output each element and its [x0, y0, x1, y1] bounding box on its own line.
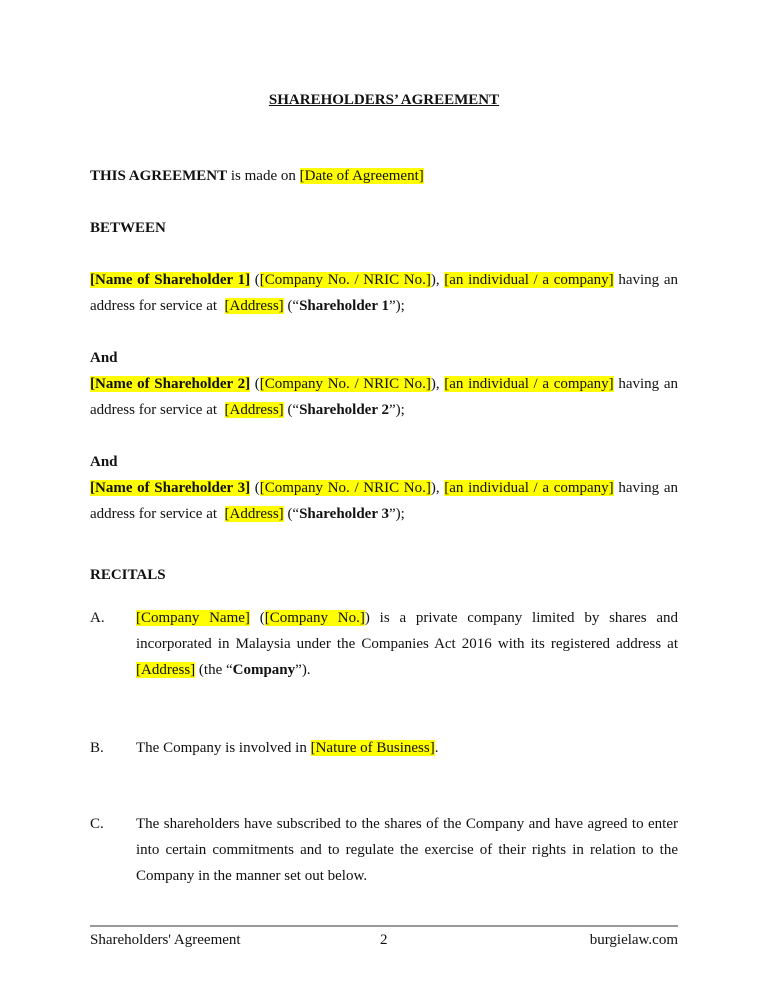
party-1-name: [Name of Shareholder 1]	[90, 272, 251, 288]
open-quote: (“	[283, 506, 300, 522]
paren-close: ),	[430, 376, 445, 392]
recital-c-line-1: The shareholders have subscribed to the shares of the Company and have agreed to enter	[136, 816, 678, 832]
party-3-address: [Address]	[224, 506, 284, 522]
recital-a-line-2: incorporated in Malaysia under the Companies Act 2016 with its registered address at	[136, 636, 678, 652]
close-quote: ”).	[295, 662, 311, 678]
intro-bold: THIS AGREEMENT	[90, 168, 228, 184]
address-prefix: address for service at	[90, 402, 225, 418]
party-2-line-1	[90, 376, 678, 393]
company-name-placeholder: [Company Name]	[136, 610, 250, 626]
party-2-id: [Company No. / NRIC No.]	[259, 376, 431, 392]
party-3-type: [an individual / a company]	[444, 480, 614, 496]
close-quote: ”);	[388, 402, 405, 418]
recital-c-line-2: into certain commitments and to regulate the exercise of their rights in relation to the	[136, 842, 678, 858]
party-3-defined-term: Shareholder 3	[299, 506, 389, 522]
paren: (	[250, 376, 260, 392]
recital-b-label: B.	[90, 740, 104, 756]
open-quote: (“	[283, 298, 300, 314]
party-2-name: [Name of Shareholder 2]	[90, 376, 251, 392]
open-quote: (“	[283, 402, 300, 418]
footer-divider	[90, 925, 678, 927]
party-2-line-2	[90, 402, 678, 419]
date-placeholder: [Date of Agreement]	[299, 168, 424, 184]
paren: (	[250, 272, 260, 288]
party-2-type: [an individual / a company]	[444, 376, 614, 392]
intro-text: is made on	[227, 168, 300, 184]
recital-a-text: ) is a private company limited by shares and	[364, 610, 679, 626]
having-text: having an	[613, 480, 678, 496]
paren-close: ),	[430, 480, 445, 496]
party-1-line-2	[90, 298, 678, 315]
and-label-2: And	[90, 454, 118, 470]
paren-close: ),	[430, 272, 445, 288]
recital-c-label: C.	[90, 816, 104, 832]
party-2-address: [Address]	[224, 402, 284, 418]
recital-b-line	[136, 740, 678, 757]
recital-a-label: A.	[90, 610, 105, 626]
between-heading: BETWEEN	[90, 220, 166, 236]
paren: (	[250, 480, 260, 496]
document-title: SHAREHOLDERS’ AGREEMENT	[268, 92, 500, 108]
footer-page-number: 2	[380, 932, 388, 948]
party-3-name: [Name of Shareholder 3]	[90, 480, 251, 496]
address-prefix: address for service at	[90, 298, 225, 314]
company-no-placeholder: [Company No.]	[264, 610, 365, 626]
party-1-line-1	[90, 272, 678, 289]
business-placeholder: [Nature of Business]	[310, 740, 435, 756]
party-3-id: [Company No. / NRIC No.]	[259, 480, 431, 496]
recital-b-text: The Company is involved in	[136, 740, 311, 756]
party-1-defined-term: Shareholder 1	[299, 298, 389, 314]
period: .	[434, 740, 439, 756]
party-1-address: [Address]	[224, 298, 284, 314]
and-label-1: And	[90, 350, 118, 366]
recital-c-line-3: Company in the manner set out below.	[136, 868, 368, 884]
intro-line	[90, 168, 678, 185]
party-3-line-2	[90, 506, 678, 523]
footer-website: burgielaw.com	[589, 932, 678, 948]
having-text: having an	[613, 376, 678, 392]
paren: (	[249, 610, 265, 626]
company-address-placeholder: [Address]	[136, 662, 196, 678]
party-2-defined-term: Shareholder 2	[299, 402, 389, 418]
recital-a-line-3	[136, 662, 678, 679]
close-quote: ”);	[388, 506, 405, 522]
footer-document-name: Shareholders' Agreement	[90, 932, 241, 948]
company-defined-term: Company	[232, 662, 296, 678]
party-1-id: [Company No. / NRIC No.]	[259, 272, 431, 288]
recitals-heading: RECITALS	[90, 567, 166, 583]
party-3-line-1	[90, 480, 678, 497]
close-quote: ”);	[388, 298, 405, 314]
having-text: having an	[613, 272, 678, 288]
address-prefix: address for service at	[90, 506, 225, 522]
open-quote: (the “	[195, 662, 233, 678]
recital-a-line-1	[136, 610, 678, 627]
party-1-type: [an individual / a company]	[444, 272, 614, 288]
